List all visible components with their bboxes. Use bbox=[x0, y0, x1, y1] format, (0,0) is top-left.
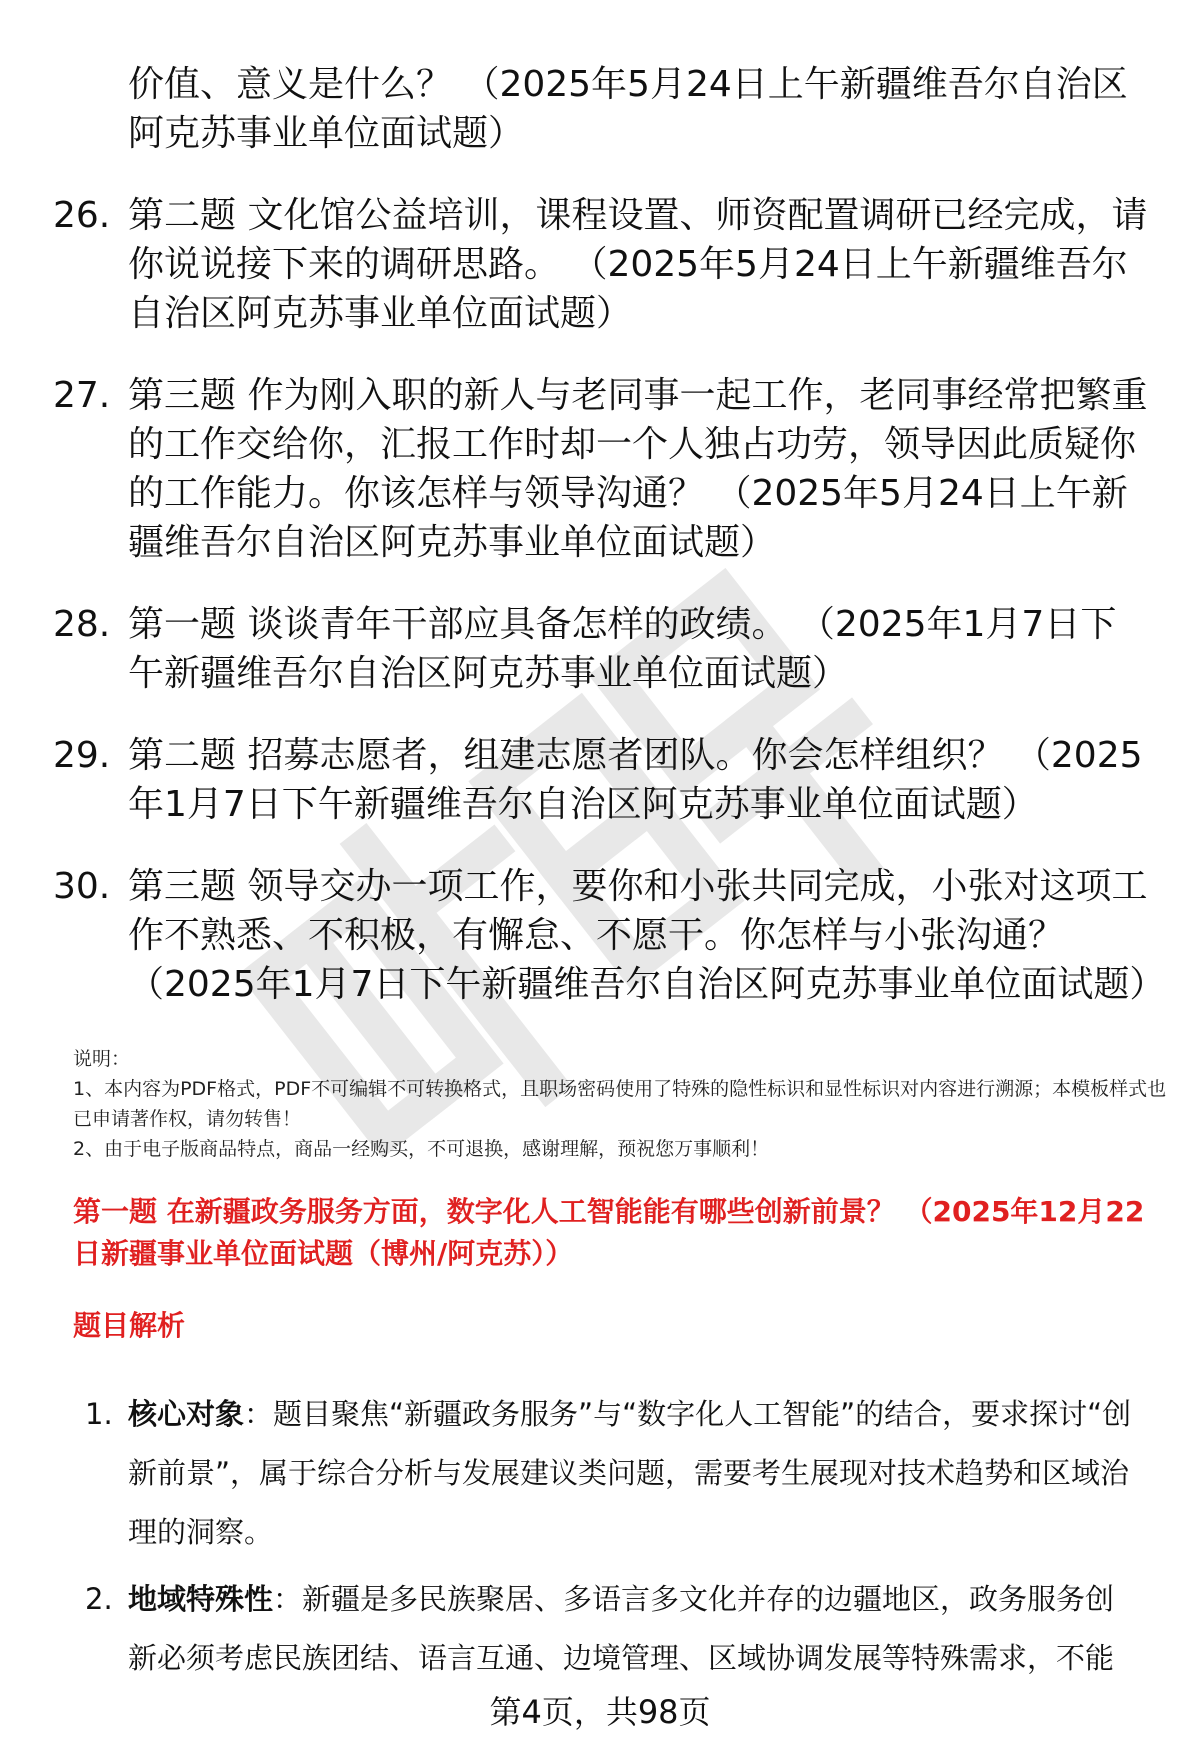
disclaimer-note bbox=[73, 1044, 1168, 1164]
question-item bbox=[0, 731, 1200, 829]
analysis-list bbox=[0, 1385, 1200, 1696]
analysis-number: 2. bbox=[85, 1582, 113, 1616]
note-title: 说明： bbox=[73, 1048, 131, 1070]
featured-question-title: 第一题 在新疆政务服务方面，数字化人工智能能有哪些创新前景？ （2025年12月22日新疆事业单位面试题（博州/阿克苏）） bbox=[73, 1195, 1145, 1270]
analysis-keyword: 地域特殊性 bbox=[128, 1582, 274, 1616]
question-text: 第三题 作为刚入职的新人与老同事一起工作，老同事经常把繁重的工作交给你，汇报工作时却一个人独占功劳，领导因此质疑你的工作能力。你该怎样与领导沟通？ （2025年5月24日上午新疆维吾尔自治区阿克苏事业单位面试题） bbox=[128, 375, 1148, 563]
question-text: 第二题 文化馆公益培训，课程设置、师资配置调研已经完成，请你说说接下来的调研思路。 （2025年5月24日上午新疆维吾尔自治区阿克苏事业单位面试题） bbox=[128, 195, 1148, 334]
analysis-text: ：题目聚焦“新疆政务服务”与“数字化人工智能”的结合，要求探讨“创新前景”，属于综合分析与发展建议类问题，需要考生展现对技术趋势和区域治理的洞察。 bbox=[128, 1397, 1132, 1549]
question-number: 27. bbox=[53, 375, 111, 416]
question-text: 第一题 谈谈青年干部应具备怎样的政绩。 （2025年1月7日下午新疆维吾尔自治区阿克苏事业单位面试题） bbox=[128, 604, 1117, 694]
question-number: 26. bbox=[53, 195, 111, 236]
question-number: 28. bbox=[53, 604, 111, 645]
question-text: 第三题 领导交办一项工作，要你和小张共同完成，小张对这项工作不熟悉、不积极，有懈怠、不愿干。你怎样与小张沟通？ （2025年1月7日下午新疆维吾尔自治区阿克苏事业单位面试题） bbox=[128, 866, 1166, 1005]
analysis-text: ：新疆是多民族聚居、多语言多文化并存的边疆地区，政务服务创新必须考虑民族团结、语言互通、边境管理、区域协调发展等特殊需求，不能 bbox=[128, 1582, 1115, 1675]
continued-question-text: 价值、意义是什么？ （2025年5月24日上午新疆维吾尔自治区阿克苏事业单位面试题） bbox=[128, 64, 1128, 154]
question-text: 第二题 招募志愿者，组建志愿者团队。你会怎样组织？ （2025年1月7日下午新疆维吾尔自治区阿克苏事业单位面试题） bbox=[128, 735, 1143, 825]
question-number: 30. bbox=[53, 866, 111, 907]
analysis-item bbox=[0, 1570, 1200, 1688]
question-item bbox=[0, 600, 1200, 698]
analysis-heading: 题目解析 bbox=[73, 1309, 186, 1342]
question-list bbox=[0, 60, 1200, 1009]
question-item bbox=[0, 862, 1200, 1009]
analysis-text-block bbox=[128, 1385, 1143, 1562]
analysis-text-block bbox=[128, 1570, 1143, 1688]
question-item bbox=[0, 371, 1200, 567]
analysis-number: 1. bbox=[85, 1397, 113, 1431]
note-line-2: 2、由于电子版商品特点，商品一经购买，不可退换，感谢理解，预祝您万事顺利！ bbox=[73, 1138, 770, 1160]
analysis-keyword: 核心对象 bbox=[128, 1397, 245, 1431]
question-number: 29. bbox=[53, 735, 111, 776]
page-number: 第4页，共98页 bbox=[489, 1693, 711, 1731]
note-line-1: 1、本内容为PDF格式，PDF不可编辑不可转换格式，且职场密码使用了特殊的隐性标识和显性标识对内容进行溯源；本模板样式也已申请著作权，请勿转售！ bbox=[73, 1078, 1167, 1130]
question-item bbox=[0, 191, 1200, 338]
analysis-item bbox=[0, 1385, 1200, 1562]
